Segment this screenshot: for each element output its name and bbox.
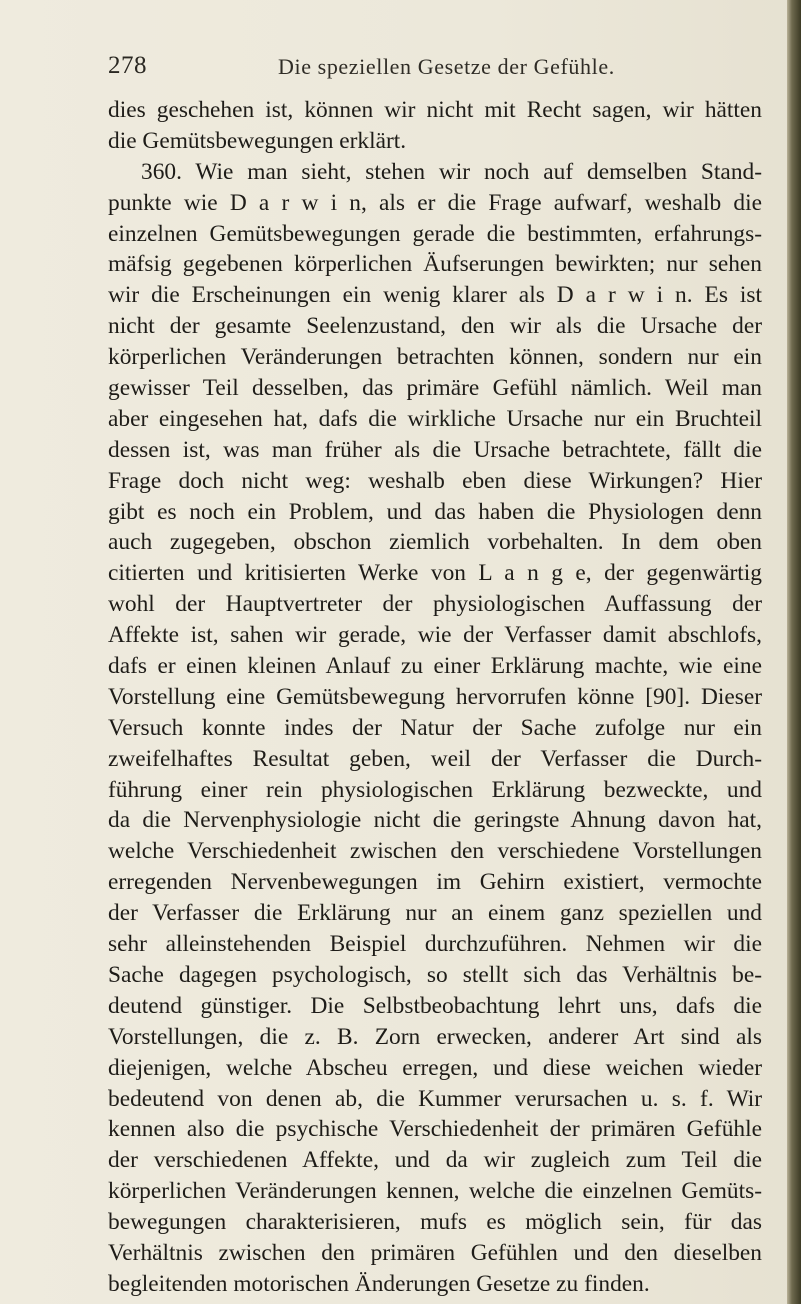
text-line: einzelnen Gemütsbewegungen gerade die bestimmten, erfahrungs- bbox=[108, 220, 762, 247]
text-line: mäfsig gegebenen körperlichen Äufserungen bewirkten; nur sehen bbox=[108, 251, 762, 278]
text-line: begleitenden motorischen Änderungen Gesetze zu finden. bbox=[108, 1270, 650, 1297]
text-line: der Verfasser die Erklärung nur an einem ganz speziellen und bbox=[108, 900, 762, 927]
running-title: Die speziellen Gesetze der Gefühle. bbox=[278, 54, 615, 79]
text-line: citierten und kritisierten Werke von L a n g e, der gegenwärtig bbox=[108, 560, 762, 587]
text-line: aber eingesehen hat, dafs die wirkliche Ursache nur ein Bruchteil bbox=[108, 405, 762, 432]
text-line: erregenden Nervenbewegungen im Gehirn existiert, vermochte bbox=[108, 869, 762, 896]
text-line: Sache dagegen psychologisch, so stellt sich das Verhältnis be- bbox=[108, 961, 762, 988]
text-line: bedeutend von denen ab, die Kummer verursachen u. s. f. Wir bbox=[108, 1085, 762, 1112]
text-line: nicht der gesamte Seelenzustand, den wir als die Ursache der bbox=[108, 313, 762, 340]
text-line: Affekte ist, sahen wir gerade, wie der Verfasser damit abschlofs, bbox=[108, 622, 762, 649]
body-text bbox=[108, 95, 762, 1300]
text-line: Verhältnis zwischen den primären Gefühlen und den dieselben bbox=[108, 1239, 762, 1266]
text-line: Vorstellung eine Gemütsbewegung hervorrufen könne [90]. Dieser bbox=[108, 683, 762, 710]
text-line: da die Nervenphysiologie nicht die geringste Ahnung davon hat, bbox=[108, 807, 762, 834]
text-line: Vorstellungen, die z. B. Zorn erwecken, anderer Art sind als bbox=[108, 1023, 762, 1050]
text-line: dies geschehen ist, können wir nicht mit Recht sagen, wir hätten bbox=[108, 97, 762, 123]
text-line: auch zugegeben, obschon ziemlich vorbehalten. In dem oben bbox=[108, 529, 762, 556]
text-line: gibt es noch ein Problem, und das haben die Physiologen denn bbox=[108, 498, 762, 525]
text-line: 360. Wie man sieht, stehen wir noch auf demselben Stand- bbox=[141, 158, 762, 185]
text-line: der verschiedenen Affekte, und da wir zugleich zum Teil die bbox=[108, 1147, 762, 1174]
book-binding-edge bbox=[787, 0, 801, 1304]
text-line: die Gemütsbewegungen erklärt. bbox=[108, 127, 407, 154]
text-line: dessen ist, was man früher als die Ursache betrachtete, fällt die bbox=[108, 436, 762, 463]
text-line: zweifelhaftes Resultat geben, weil der Verfasser die Durch- bbox=[108, 745, 762, 772]
text-line: wir die Erscheinungen ein wenig klarer als D a r w i n. Es ist bbox=[108, 282, 762, 309]
text-line: kennen also die psychische Verschiedenheit der primären Gefühle bbox=[108, 1116, 762, 1143]
text-line: Versuch konnte indes der Natur der Sache zufolge nur ein bbox=[108, 714, 762, 741]
text-line: wohl der Hauptvertreter der physiologischen Auffassung der bbox=[108, 591, 762, 618]
text-line: körperlichen Veränderungen kennen, welche die einzelnen Gemüts- bbox=[108, 1178, 762, 1205]
running-header bbox=[108, 52, 748, 82]
text-line: dafs er einen kleinen Anlauf zu einer Erklärung machte, wie eine bbox=[108, 653, 762, 680]
page-number: 278 bbox=[108, 52, 147, 79]
text-line: sehr alleinstehenden Beispiel durchzuführen. Nehmen wir die bbox=[108, 931, 762, 958]
text-line: deutend günstiger. Die Selbstbeobachtung lehrt uns, dafs die bbox=[108, 992, 762, 1019]
text-line: diejenigen, welche Abscheu erregen, und diese weichen wieder bbox=[108, 1054, 762, 1081]
text-line: punkte wie D a r w i n, als er die Frage aufwarf, weshalb die bbox=[108, 189, 762, 216]
text-line: welche Verschiedenheit zwischen den verschiedene Vorstellungen bbox=[108, 838, 762, 865]
text-line: führung einer rein physiologischen Erklärung bezweckte, und bbox=[108, 776, 762, 803]
text-line: Frage doch nicht weg: weshalb eben diese Wirkungen? Hier bbox=[108, 467, 762, 494]
text-line: körperlichen Veränderungen betrachten können, sondern nur ein bbox=[108, 344, 762, 371]
text-line: gewisser Teil desselben, das primäre Gefühl nämlich. Weil man bbox=[108, 375, 762, 402]
text-line: bewegungen charakterisieren, mufs es möglich sein, für das bbox=[108, 1209, 762, 1236]
